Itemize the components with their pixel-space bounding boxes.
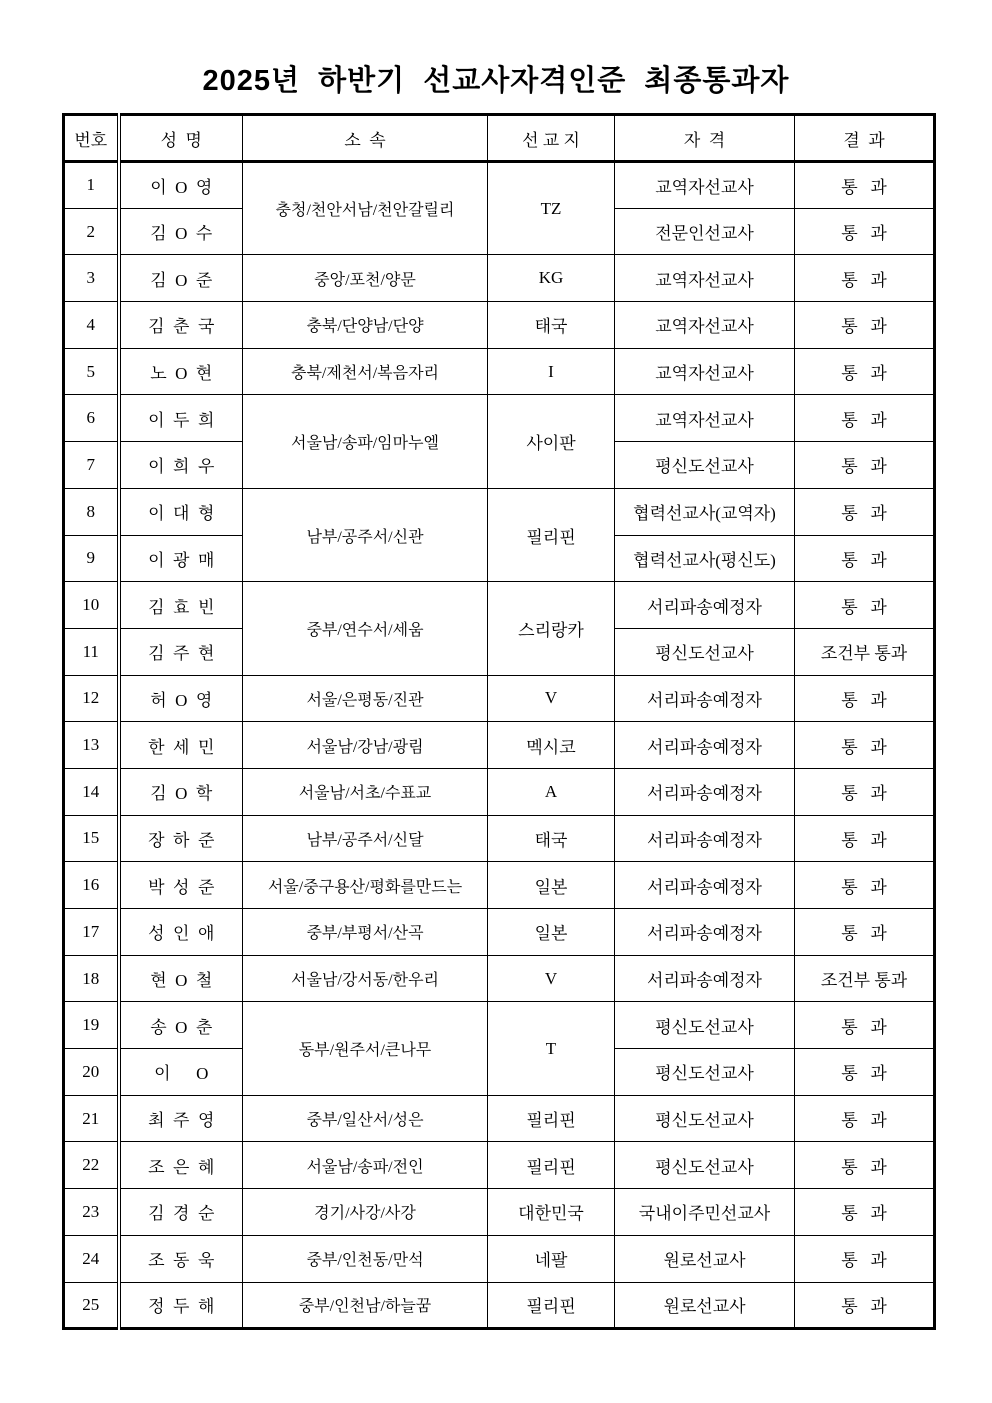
cell-number: 5 xyxy=(64,348,119,395)
cell-number: 16 xyxy=(64,862,119,909)
cell-qualification: 서리파송예정자 xyxy=(615,722,795,769)
cell-affiliation: 충북/제천서/복음자리 xyxy=(243,348,488,395)
cell-result: 통 과 xyxy=(795,488,935,535)
table-row xyxy=(64,675,935,722)
cell-qualification: 교역자선교사 xyxy=(615,255,795,302)
table-row xyxy=(64,722,935,769)
cell-name: 김 효 빈 xyxy=(119,582,243,629)
cell-name: 송 O 춘 xyxy=(119,1002,243,1049)
cell-name: 현 O 철 xyxy=(119,955,243,1002)
cell-qualification: 국내이주민선교사 xyxy=(615,1189,795,1236)
cell-mission-field: TZ xyxy=(488,162,615,255)
cell-qualification: 교역자선교사 xyxy=(615,348,795,395)
cell-result: 통 과 xyxy=(795,442,935,489)
cell-mission-field: 일본 xyxy=(488,862,615,909)
cell-qualification: 교역자선교사 xyxy=(615,162,795,209)
cell-qualification: 평신도선교사 xyxy=(615,1142,795,1189)
cell-mission-field: 필리핀 xyxy=(488,1142,615,1189)
cell-result: 통 과 xyxy=(795,302,935,349)
cell-qualification: 평신도선교사 xyxy=(615,442,795,489)
cell-mission-field: 일본 xyxy=(488,909,615,956)
table-row xyxy=(64,955,935,1002)
cell-number: 2 xyxy=(64,208,119,255)
cell-mission-field: 멕시코 xyxy=(488,722,615,769)
table-row xyxy=(64,162,935,209)
cell-qualification: 서리파송예정자 xyxy=(615,582,795,629)
cell-number: 7 xyxy=(64,442,119,489)
cell-mission-field: 사이판 xyxy=(488,395,615,488)
cell-mission-field: 네팔 xyxy=(488,1235,615,1282)
cell-name: 이 희 우 xyxy=(119,442,243,489)
cell-result: 조건부 통과 xyxy=(795,628,935,675)
cell-name: 최 주 영 xyxy=(119,1095,243,1142)
cell-mission-field: V xyxy=(488,675,615,722)
cell-number: 13 xyxy=(64,722,119,769)
cell-qualification: 전문인선교사 xyxy=(615,208,795,255)
cell-name: 이 O xyxy=(119,1049,243,1096)
cell-qualification: 교역자선교사 xyxy=(615,395,795,442)
cell-name: 박 성 준 xyxy=(119,862,243,909)
table-row xyxy=(64,1142,935,1189)
cell-result: 통 과 xyxy=(795,535,935,582)
cell-affiliation: 동부/원주서/큰나무 xyxy=(243,1002,488,1095)
cell-qualification: 평신도선교사 xyxy=(615,628,795,675)
table-row xyxy=(64,1235,935,1282)
cell-result: 통 과 xyxy=(795,1095,935,1142)
cell-qualification: 서리파송예정자 xyxy=(615,955,795,1002)
cell-mission-field: 태국 xyxy=(488,815,615,862)
cell-affiliation: 서울남/강서동/한우리 xyxy=(243,955,488,1002)
cell-number: 12 xyxy=(64,675,119,722)
cell-mission-field: V xyxy=(488,955,615,1002)
cell-affiliation: 서울/중구용산/평화를만드는 xyxy=(243,862,488,909)
cell-number: 19 xyxy=(64,1002,119,1049)
table-row xyxy=(64,1095,935,1142)
cell-number: 14 xyxy=(64,768,119,815)
cell-qualification: 협력선교사(평신도) xyxy=(615,535,795,582)
cell-result: 통 과 xyxy=(795,348,935,395)
header-qualification: 자 격 xyxy=(615,115,795,162)
table-row xyxy=(64,582,935,629)
results-table xyxy=(62,113,936,1330)
cell-result: 통 과 xyxy=(795,815,935,862)
cell-name: 김 O 학 xyxy=(119,768,243,815)
table-row xyxy=(64,909,935,956)
cell-name: 정 두 해 xyxy=(119,1282,243,1329)
cell-affiliation: 중부/연수서/세움 xyxy=(243,582,488,675)
cell-result: 통 과 xyxy=(795,395,935,442)
cell-affiliation: 중부/인천동/만석 xyxy=(243,1235,488,1282)
cell-result: 통 과 xyxy=(795,1235,935,1282)
table-row xyxy=(64,1282,935,1329)
cell-qualification: 협력선교사(교역자) xyxy=(615,488,795,535)
cell-number: 15 xyxy=(64,815,119,862)
cell-name: 한 세 민 xyxy=(119,722,243,769)
cell-number: 3 xyxy=(64,255,119,302)
cell-affiliation: 충청/천안서남/천안갈릴리 xyxy=(243,162,488,255)
cell-number: 9 xyxy=(64,535,119,582)
table-row xyxy=(64,768,935,815)
cell-name: 이 광 매 xyxy=(119,535,243,582)
cell-result: 통 과 xyxy=(795,768,935,815)
cell-qualification: 원로선교사 xyxy=(615,1282,795,1329)
cell-number: 11 xyxy=(64,628,119,675)
table-row xyxy=(64,348,935,395)
cell-qualification: 평신도선교사 xyxy=(615,1095,795,1142)
cell-mission-field: 스리랑카 xyxy=(488,582,615,675)
cell-name: 장 하 준 xyxy=(119,815,243,862)
cell-number: 23 xyxy=(64,1189,119,1236)
table-row xyxy=(64,1189,935,1236)
cell-name: 허 O 영 xyxy=(119,675,243,722)
cell-name: 김 O 수 xyxy=(119,208,243,255)
cell-result: 조건부 통과 xyxy=(795,955,935,1002)
cell-result: 통 과 xyxy=(795,1142,935,1189)
cell-mission-field: KG xyxy=(488,255,615,302)
cell-number: 6 xyxy=(64,395,119,442)
cell-name: 조 은 혜 xyxy=(119,1142,243,1189)
cell-number: 1 xyxy=(64,162,119,209)
cell-result: 통 과 xyxy=(795,162,935,209)
cell-result: 통 과 xyxy=(795,1002,935,1049)
cell-affiliation: 중부/일산서/성은 xyxy=(243,1095,488,1142)
header-result: 결 과 xyxy=(795,115,935,162)
cell-name: 이 O 영 xyxy=(119,162,243,209)
header-affiliation: 소 속 xyxy=(243,115,488,162)
cell-name: 김 춘 국 xyxy=(119,302,243,349)
cell-mission-field: 필리핀 xyxy=(488,1095,615,1142)
cell-result: 통 과 xyxy=(795,1282,935,1329)
cell-affiliation: 서울남/서초/수표교 xyxy=(243,768,488,815)
cell-qualification: 평신도선교사 xyxy=(615,1002,795,1049)
cell-result: 통 과 xyxy=(795,582,935,629)
cell-number: 24 xyxy=(64,1235,119,1282)
cell-result: 통 과 xyxy=(795,862,935,909)
table-header xyxy=(64,115,935,162)
cell-number: 8 xyxy=(64,488,119,535)
cell-mission-field: 필리핀 xyxy=(488,1282,615,1329)
table-row xyxy=(64,862,935,909)
cell-qualification: 서리파송예정자 xyxy=(615,768,795,815)
cell-affiliation: 중부/부평서/산곡 xyxy=(243,909,488,956)
cell-mission-field: 태국 xyxy=(488,302,615,349)
cell-qualification: 교역자선교사 xyxy=(615,302,795,349)
cell-mission-field: 필리핀 xyxy=(488,488,615,581)
cell-name: 김 O 준 xyxy=(119,255,243,302)
cell-affiliation: 서울남/송파/전인 xyxy=(243,1142,488,1189)
cell-affiliation: 충북/단양남/단양 xyxy=(243,302,488,349)
cell-result: 통 과 xyxy=(795,255,935,302)
cell-affiliation: 중앙/포천/양문 xyxy=(243,255,488,302)
cell-number: 25 xyxy=(64,1282,119,1329)
table-row xyxy=(64,395,935,442)
cell-result: 통 과 xyxy=(795,909,935,956)
cell-name: 김 주 현 xyxy=(119,628,243,675)
cell-affiliation: 남부/공주서/신달 xyxy=(243,815,488,862)
cell-affiliation: 남부/공주서/신관 xyxy=(243,488,488,581)
cell-qualification: 원로선교사 xyxy=(615,1235,795,1282)
header-name: 성 명 xyxy=(119,115,243,162)
cell-name: 이 두 희 xyxy=(119,395,243,442)
table-row xyxy=(64,488,935,535)
cell-result: 통 과 xyxy=(795,1189,935,1236)
cell-qualification: 서리파송예정자 xyxy=(615,909,795,956)
header-number: 번호 xyxy=(64,115,119,162)
cell-name: 노 O 현 xyxy=(119,348,243,395)
results-table-body xyxy=(64,162,935,1329)
cell-qualification: 서리파송예정자 xyxy=(615,675,795,722)
table-row xyxy=(64,255,935,302)
cell-affiliation: 서울남/송파/임마누엘 xyxy=(243,395,488,488)
cell-qualification: 서리파송예정자 xyxy=(615,862,795,909)
cell-affiliation: 서울/은평동/진관 xyxy=(243,675,488,722)
header-mission-field: 선 교 지 xyxy=(488,115,615,162)
cell-affiliation: 중부/인천남/하늘꿈 xyxy=(243,1282,488,1329)
cell-mission-field: I xyxy=(488,348,615,395)
table-row xyxy=(64,302,935,349)
header-row xyxy=(64,115,935,162)
cell-number: 17 xyxy=(64,909,119,956)
cell-result: 통 과 xyxy=(795,208,935,255)
table-row xyxy=(64,1002,935,1049)
cell-name: 이 대 형 xyxy=(119,488,243,535)
cell-name: 조 동 욱 xyxy=(119,1235,243,1282)
cell-qualification: 평신도선교사 xyxy=(615,1049,795,1096)
cell-number: 4 xyxy=(64,302,119,349)
cell-affiliation: 서울남/강남/광림 xyxy=(243,722,488,769)
cell-number: 10 xyxy=(64,582,119,629)
cell-qualification: 서리파송예정자 xyxy=(615,815,795,862)
cell-name: 성 인 애 xyxy=(119,909,243,956)
cell-number: 21 xyxy=(64,1095,119,1142)
cell-affiliation: 경기/사강/사강 xyxy=(243,1189,488,1236)
cell-mission-field: A xyxy=(488,768,615,815)
cell-result: 통 과 xyxy=(795,722,935,769)
cell-number: 20 xyxy=(64,1049,119,1096)
cell-number: 18 xyxy=(64,955,119,1002)
cell-name: 김 경 순 xyxy=(119,1189,243,1236)
cell-mission-field: 대한민국 xyxy=(488,1189,615,1236)
cell-result: 통 과 xyxy=(795,675,935,722)
page-title: 2025년 하반기 선교사자격인준 최종통과자 xyxy=(202,65,790,97)
cell-mission-field: T xyxy=(488,1002,615,1095)
cell-number: 22 xyxy=(64,1142,119,1189)
table-row xyxy=(64,815,935,862)
cell-result: 통 과 xyxy=(795,1049,935,1096)
